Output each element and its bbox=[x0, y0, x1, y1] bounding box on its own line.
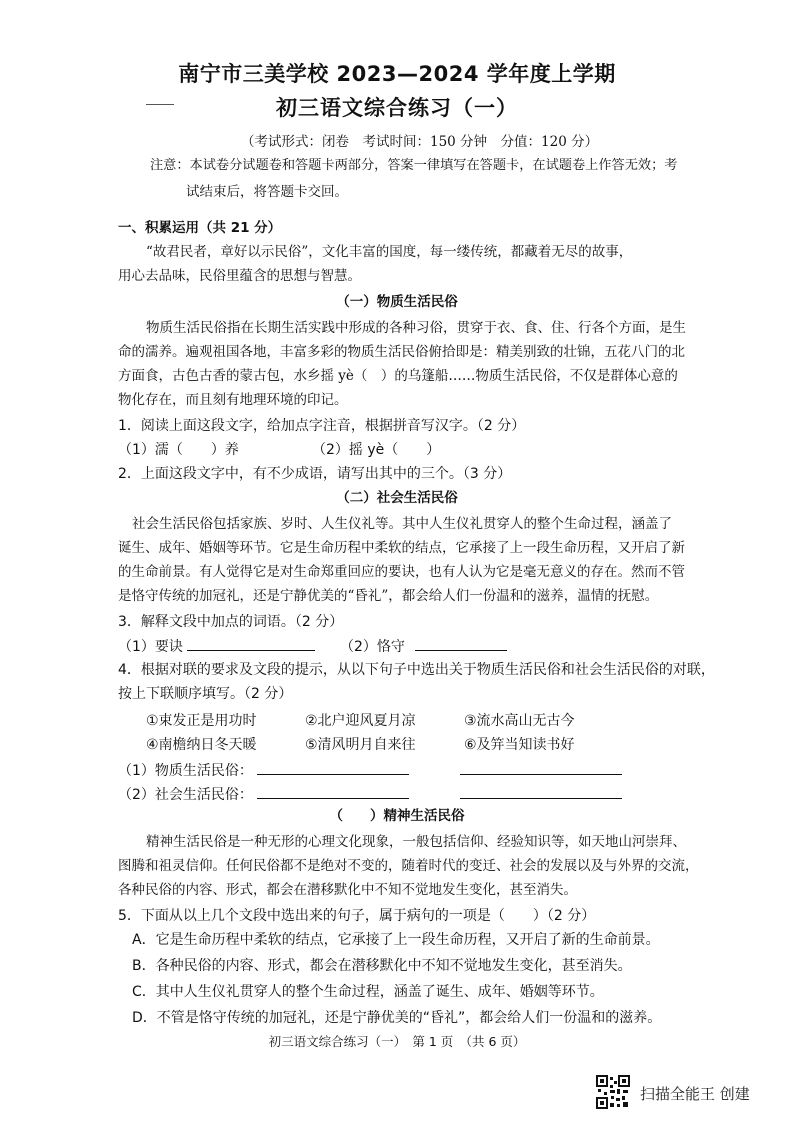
paragraph-line: 物质生活民俗指在长期生活实践中形成的各种习俗，贯穿于衣、食、住、行各个方面，是生 bbox=[146, 320, 686, 336]
notice-line-2: 试结束后，将答题卡交回。 bbox=[186, 184, 348, 200]
question-4-line-2: 按上下联顺序填写。（2 分） bbox=[118, 686, 293, 702]
choice-d[interactable]: D．不管是恪守传统的加冠礼，还是宁静优美的“昏礼”，都会给人们一份温和的滋养。 bbox=[132, 1010, 662, 1026]
page-footer: 初三语文综合练习（一） 第 1 页 （共 6 页） bbox=[268, 1034, 526, 1049]
scanner-watermark: 扫描全能王 创建 bbox=[640, 1085, 750, 1103]
answer-blank[interactable] bbox=[460, 760, 622, 775]
part3-heading: （ ）精神生活民俗 bbox=[329, 808, 465, 824]
question-5: 5．下面从以上几个文段中选出来的句子，属于病句的一项是（ ）（2 分） bbox=[118, 908, 596, 924]
question-4-line-1: 4．根据对联的要求及文段的提示，从以下句子中选出关于物质生活民俗和社会生活民俗的对联， bbox=[118, 662, 715, 678]
fill-material bbox=[118, 760, 622, 781]
paragraph-line: 图腾和祖灵信仰。任何民俗都不是绝对不变的，随着时代的变迁、社会的发展以及与外界的交流， bbox=[118, 858, 699, 874]
couplet-option: ③流水高山无古今 bbox=[464, 713, 575, 729]
question-3-part-b bbox=[340, 636, 507, 657]
section-heading: 一、积累运用（共 21 分） bbox=[118, 220, 282, 236]
paragraph-line: 诞生、成年、婚姻等环节。它是生命历程中柔软的结点，它承接了上一段生命历程，又开启了新 bbox=[118, 540, 685, 556]
question-2: 2．上面这段文字中，有不少成语，请写出其中的三个。（3 分） bbox=[118, 466, 512, 482]
answer-blank[interactable] bbox=[257, 760, 409, 775]
answer-blank[interactable] bbox=[187, 636, 315, 651]
intro-line-1: “故君民者，章好以示民俗”，文化丰富的国度，每一缕传统，都藏着无尽的故事， bbox=[146, 244, 633, 260]
choice-b[interactable]: B．各种民俗的内容、形式，都会在潜移默化中不知不觉地发生变化，甚至消失。 bbox=[132, 958, 632, 974]
couplet-option: ②北户迎风夏月凉 bbox=[305, 713, 416, 729]
fill-social bbox=[118, 784, 622, 805]
part1-heading: （一）物质生活民俗 bbox=[336, 294, 458, 310]
part2-heading: （二）社会生活民俗 bbox=[336, 490, 458, 506]
couplet-option: ⑤清风明月自来往 bbox=[305, 737, 416, 753]
exam-title: 南宁市三美学校 2023—2024 学年度上学期 bbox=[178, 62, 616, 86]
fill-label: （1）物质生活民俗： bbox=[118, 763, 253, 779]
exam-info: （考试形式：闭卷 考试时间：150 分钟 分值：120 分） bbox=[241, 134, 599, 150]
notice-line-1: 注意：本试卷分试题卷和答题卡两部分，答案一律填写在答题卡，在试题卷上作答无效；考 bbox=[150, 158, 678, 173]
fill-label: （2）社会生活民俗： bbox=[118, 787, 253, 803]
paragraph-line: 方面食，古色古香的蒙古包，水乡摇 yè（ ）的乌篷船……物质生活民俗，不仅是群体心意的 bbox=[118, 368, 678, 384]
exam-subtitle: 初三语文综合练习（一） bbox=[276, 96, 518, 120]
choice-c[interactable]: C．其中人生仪礼贯穿人的整个生命过程，涵盖了诞生、成年、婚姻等环节。 bbox=[132, 984, 604, 1000]
question-3: 3．解释文段中加点的词语。（2 分） bbox=[118, 614, 344, 630]
question-1-part-b[interactable]: （2）摇 yè（ ） bbox=[312, 442, 441, 458]
couplet-option: ④南檐纳日冬天暖 bbox=[146, 737, 257, 753]
term-label: （2）恪守 bbox=[340, 639, 405, 655]
answer-blank[interactable] bbox=[415, 636, 507, 651]
qr-code-icon bbox=[596, 1075, 630, 1109]
paragraph-line: 是恪守传统的加冠礼，还是宁静优美的“昏礼”，都会给人们一份温和的滋养，温情的抚慰。 bbox=[118, 588, 659, 604]
paragraph-line: 社会生活民俗包括家族、岁时、人生仪礼等。其中人生仪礼贯穿人的整个生命过程，涵盖了 bbox=[132, 516, 672, 532]
answer-blank[interactable] bbox=[460, 784, 622, 799]
intro-line-2: 用心去品味，民俗里蕴含的思想与智慧。 bbox=[118, 268, 361, 284]
question-1: 1．阅读上面这段文字，给加点字注音，根据拼音写汉字。（2 分） bbox=[118, 418, 526, 434]
couplet-option: ⑥及笄当知读书好 bbox=[464, 737, 575, 753]
paragraph-line: 的生命前景。有人觉得它是对生命郑重回应的要诀，也有人认为它是毫无意义的存在。然而不管 bbox=[118, 564, 685, 580]
paragraph-line: 命的濡养。遍观祖国各地，丰富多彩的物质生活民俗俯拾即是：精美别致的壮锦，五花八门的北 bbox=[118, 344, 685, 360]
question-3-part-a bbox=[118, 636, 315, 657]
couplet-option: ①束发正是用功时 bbox=[146, 713, 257, 729]
choice-a[interactable]: A．它是生命历程中柔软的结点，它承接了上一段生命历程，又开启了新的生命前景。 bbox=[132, 932, 660, 948]
question-1-part-a[interactable]: （1）濡（ ）养 bbox=[118, 442, 239, 458]
paragraph-line: 精神生活民俗是一种无形的心理文化现象，一般包括信仰、经验知识等，如天地山河崇拜、 bbox=[146, 834, 686, 850]
term-label: （1）要诀 bbox=[118, 639, 183, 655]
paragraph-line: 各种民俗的内容、形式，都会在潜移默化中不知不觉地发生变化，甚至消失。 bbox=[118, 882, 577, 898]
answer-blank[interactable] bbox=[257, 784, 409, 799]
paragraph-line: 物化存在，而且刻有地理环境的印记。 bbox=[118, 392, 348, 408]
